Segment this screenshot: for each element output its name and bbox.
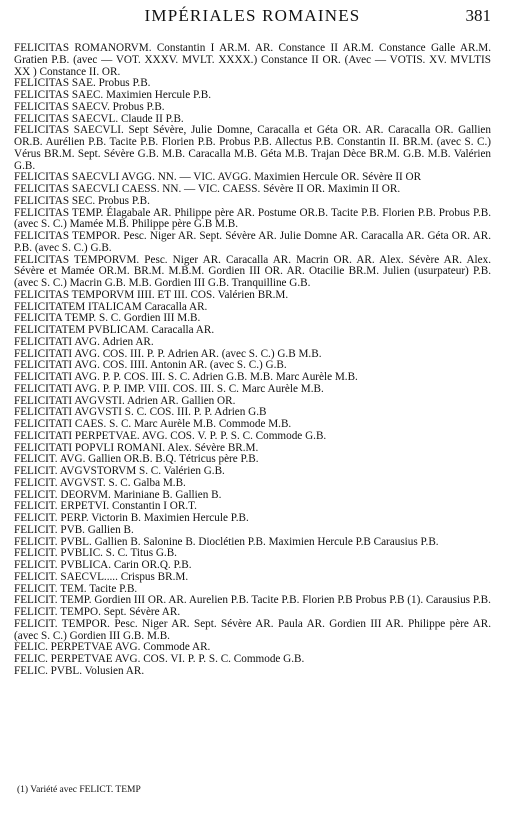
list-item: FELICITAS SEC. Probus P.B. bbox=[14, 194, 150, 207]
list-item: FELICITAS SAECVLI. Sept Sévère, Julie Domne, Caracalla et Géta OR. AR. Caracalla OR. Gallien OR.B. Aurélien P.B. Tacite P.B. Florien P.B. Probus P.B. Allectus P.B. Constantin II. BR.M. (avec S. C.) Vérus BR.M. Sept. Sévère G.B. M.B. Caracalla M.B. Géta M.B. Trajan Dèce BR.M. G.B. M.B. Valérien G.B. bbox=[14, 124, 491, 172]
list-item: FELICITATI POPVLI ROMANI. Alex. Sévère BR.M. bbox=[14, 441, 259, 454]
list-item: FELICIT. PVBLIC. S. C. Titus G.B. bbox=[14, 547, 177, 560]
list-item: FELICITATEM ITALICAM Caracalla AR. bbox=[14, 300, 208, 313]
list-item: FELICITATI AVGVSTI S. C. COS. III. P. P. Adrien G.B bbox=[14, 406, 267, 419]
list-item: FELICITAS SAECVLI AVGG. NN. — VIC. AVGG. Maximien Hercule OR. Sévère II OR bbox=[14, 171, 422, 184]
list-item: FELIC. PERPETVAE AVG. COS. VI. P. P. S. C. Commode G.B. bbox=[14, 653, 305, 665]
list-item: FELICITATI AVG. P. P. IMP. VIII. COS. III. S. C. Marc Aurèle M.B. bbox=[14, 382, 324, 395]
list-item: FELICITAS TEMPORVM. Pesc. Niger AR. Caracalla AR. Macrin OR. AR. Alex. Sévère AR. Alex. Sévère et Mamée OR.M. BR.M. M.B.M. Gordien III OR. AR. Otacilie BR.M. Julien (usurpateur) P.B. (avec S. C.) Macrin G.B. M.B. Gordien III G.B. Tranquilline G.B. bbox=[14, 253, 491, 289]
list-item: FELICIT. AVGVSTORVM S. C. Valérien G.B. bbox=[14, 465, 225, 477]
list-item: FELICITATI AVG. COS. IIII. Antonin AR. (avec S. C.) G.B. bbox=[14, 359, 287, 372]
entry-list bbox=[14, 43, 491, 678]
page-number: 381 bbox=[465, 6, 491, 25]
running-title: IMPÉRIALES ROMAINES bbox=[144, 6, 361, 25]
list-item: FELICITAS ROMANORVM. Constantin I AR.M. AR. Constance II AR.M. Constance Galle AR.M. Gratien P.B. (avec — VOT. XXXV. MVLT. XXXX.) Constance II OR. (Avec — VOTIS. XV. MVLTIS XX ) Constance II. OR. bbox=[14, 42, 491, 78]
list-item: FELICITATI CAES. S. C. Marc Aurèle M.B. Commode M.B. bbox=[14, 418, 292, 430]
list-item: FELIC. PVBL. Volusien AR. bbox=[14, 664, 145, 677]
list-item: FELICITATEM PVBLICAM. Caracalla AR. bbox=[14, 324, 215, 336]
list-item: FELICITAS TEMPORVM IIII. ET III. COS. Valérien BR.M. bbox=[14, 288, 289, 301]
list-item: FELICIT. ERPETVI. Constantin I OR.T. bbox=[14, 500, 197, 513]
list-item: FELICITA TEMP. S. C. Gordien III M.B. bbox=[14, 312, 201, 325]
list-item: FELICIT. TEMP. Gordien III OR. AR. Aurelien P.B. Tacite P.B. Florien P.B Probus P.B (1). Carausius P.B. bbox=[14, 594, 491, 607]
list-item: FELICIT. AVGVST. S. C. Galba M.B. bbox=[14, 476, 186, 489]
list-item: FELICITAS SAECVL. Claude II P.B. bbox=[14, 112, 184, 125]
list-item: FELICITAS SAECVLI CAESS. NN. — VIC. CAESS. Sévère II OR. Maximin II OR. bbox=[14, 183, 401, 195]
page-header bbox=[0, 6, 505, 30]
list-item: FELICIT. TEMPO. Sept. Sévère AR. bbox=[14, 606, 181, 618]
list-item: FELICIT. PVB. Gallien B. bbox=[14, 523, 134, 536]
list-item: FELICITATI AVG. P. P. COS. III. S. C. Adrien G.B. M.B. Marc Aurèle M.B. bbox=[14, 371, 358, 383]
footnote: (1) Variété avec FELICT. TEMP bbox=[17, 785, 141, 795]
list-item: FELICITATI PERPETVAE. AVG. COS. V. P. P. S. C. Commode G.B. bbox=[14, 429, 327, 442]
list-item: FELICITAS TEMP. Élagabale AR. Philippe père AR. Postume OR.B. Tacite P.B. Florien P.B. Probus P.B. (avec S. C.) Mamée M.B. Philippe père G.B M.B. bbox=[14, 206, 491, 231]
list-item: FELICITATI AVG. Adrien AR. bbox=[14, 335, 154, 348]
list-item: FELICIT. PVBLICA. Carin OR.Q. P.B. bbox=[14, 559, 192, 571]
list-item: FELICIT. PVBL. Gallien B. Salonine B. Dioclétien P.B. Maximien Hercule P.B Carausius P.B. bbox=[14, 535, 439, 548]
list-item: FELICITAS SAE. Probus P.B. bbox=[14, 77, 151, 90]
list-item: FELICIT. DEORVM. Mariniane B. Gallien B. bbox=[14, 488, 222, 501]
list-item: FELICIT. SAECVL..... Crispus BR.M. bbox=[14, 570, 189, 583]
list-item: FELICITAS SAEC. Maximien Hercule P.B. bbox=[14, 89, 212, 101]
list-item: FELICITATI AVGVSTI. Adrien AR. Gallien OR. bbox=[14, 394, 236, 407]
list-item: FELICIT. PERP. Victorin B. Maximien Hercule P.B. bbox=[14, 512, 249, 524]
list-item: FELICIT. TEM. Tacite P.B. bbox=[14, 582, 138, 595]
list-item: FELICIT. AVG. Gallien OR.B. B.Q. Tétricus père P.B. bbox=[14, 453, 259, 466]
list-item: FELICITAS SAECV. Probus P.B. bbox=[14, 100, 165, 113]
list-item: FELICITAS TEMPOR. Pesc. Niger AR. Sept. Sévère AR. Julie Domne AR. Caracalla AR. Géta OR. AR. P.B. (avec S. C.) G.B. bbox=[14, 230, 491, 254]
list-item: FELIC. PERPETVAE AVG. Commode AR. bbox=[14, 641, 211, 654]
list-item: FELICIT. TEMPOR. Pesc. Niger AR. Sept. Sévère AR. Paula AR. Gordien III AR. Philippe père AR. (avec S. C.) Gordien III G.B. M.B. bbox=[14, 617, 491, 642]
list-item: FELICITATI AVG. COS. III. P. P. Adrien AR. (avec S. C.) G.B M.B. bbox=[14, 347, 322, 360]
